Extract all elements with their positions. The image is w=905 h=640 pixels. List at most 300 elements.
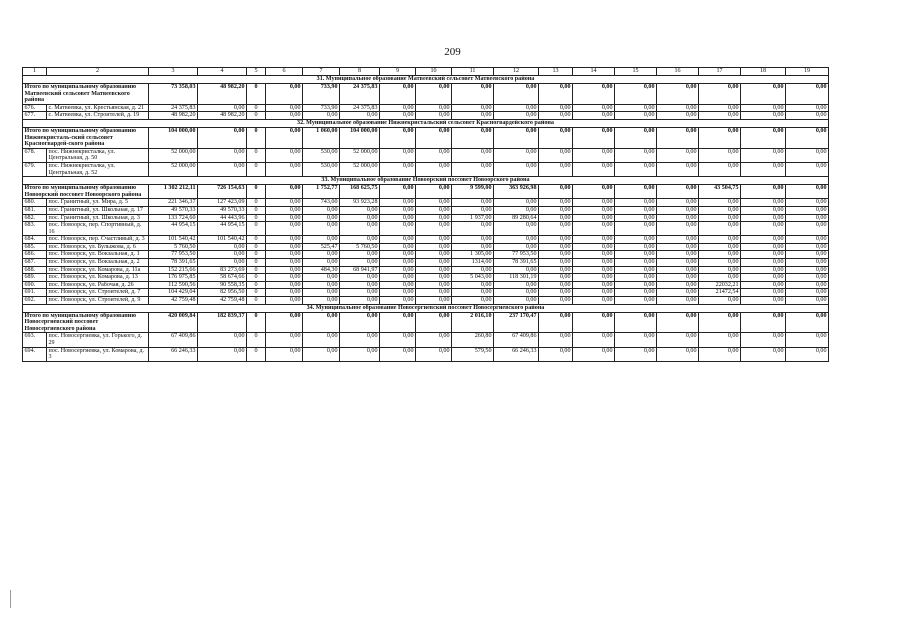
value-cell: 0,00 <box>340 222 380 236</box>
total-cell: 0,00 <box>615 84 657 105</box>
value-cell: 0,00 <box>380 251 416 259</box>
row-number: 680. <box>23 199 47 207</box>
value-cell: 0,00 <box>615 347 657 361</box>
value-cell: 0,00 <box>615 266 657 274</box>
value-cell: 0,00 <box>699 148 741 162</box>
value-cell: 78 391,65 <box>494 259 539 267</box>
value-cell: 0,00 <box>266 251 303 259</box>
total-cell: 0,00 <box>699 84 741 105</box>
table-row <box>23 289 829 297</box>
value-cell: 0,00 <box>266 199 303 207</box>
total-cell: 0,00 <box>573 84 615 105</box>
value-cell: 0,00 <box>741 112 786 120</box>
value-cell: 0,00 <box>494 112 539 120</box>
value-cell: 66 246,33 <box>494 347 539 361</box>
value-cell: 42 759,48 <box>198 297 247 305</box>
value-cell: 0,00 <box>657 274 699 282</box>
value-cell: 44 954,15 <box>198 222 247 236</box>
total-cell: 2 016,10 <box>452 312 494 333</box>
value-cell: 0,00 <box>340 347 380 361</box>
row-number: 689. <box>23 274 47 282</box>
value-cell: 0,00 <box>380 281 416 289</box>
value-cell: 0,00 <box>303 206 340 214</box>
value-cell: 0,00 <box>741 281 786 289</box>
value-cell: 0,00 <box>573 243 615 251</box>
value-cell: 0,00 <box>615 259 657 267</box>
address-cell: пос. Новосергиевка, ул. Горького, д. 29 <box>47 333 149 347</box>
table-row <box>23 222 829 236</box>
section-total-row <box>23 127 829 148</box>
total-cell: 9 599,00 <box>452 185 494 199</box>
address-cell: пос. Нижнекристалка, ул. Центральная, д. 52 <box>47 162 149 176</box>
total-cell: 0,00 <box>573 312 615 333</box>
table-row <box>23 148 829 162</box>
value-cell: 0,00 <box>615 162 657 176</box>
value-cell: 0,00 <box>657 251 699 259</box>
value-cell: 0,00 <box>380 297 416 305</box>
value-cell: 0 <box>247 347 266 361</box>
total-cell: 1 752,77 <box>303 185 340 199</box>
value-cell: 0,00 <box>340 251 380 259</box>
table-row <box>23 104 829 112</box>
total-cell: 0,00 <box>494 84 539 105</box>
column-number: 14 <box>573 68 615 76</box>
row-number: 691. <box>23 289 47 297</box>
column-number: 1 <box>23 68 47 76</box>
value-cell: 0,00 <box>416 236 452 244</box>
value-cell: 0,00 <box>266 236 303 244</box>
value-cell: 42 759,48 <box>149 297 198 305</box>
total-cell: 0 <box>247 185 266 199</box>
value-cell: 0,00 <box>340 112 380 120</box>
value-cell: 0,00 <box>198 347 247 361</box>
value-cell: 49 570,33 <box>149 206 198 214</box>
value-cell: 49 570,33 <box>198 206 247 214</box>
value-cell: 0,00 <box>340 297 380 305</box>
total-cell: 0,00 <box>741 84 786 105</box>
table-row <box>23 112 829 120</box>
value-cell: 0,00 <box>494 289 539 297</box>
value-cell: 0,00 <box>198 333 247 347</box>
value-cell: 525,47 <box>303 243 340 251</box>
value-cell: 0,00 <box>303 281 340 289</box>
value-cell: 0,00 <box>266 347 303 361</box>
value-cell: 0,00 <box>539 259 573 267</box>
total-cell: 48 982,20 <box>198 84 247 105</box>
total-cell: 0,00 <box>573 127 615 148</box>
value-cell: 0,00 <box>657 259 699 267</box>
address-cell: пос. Новоорск, ул. Вокзальная, д. 1 <box>47 251 149 259</box>
value-cell: 112 590,56 <box>149 281 198 289</box>
value-cell: 52 000,00 <box>149 162 198 176</box>
total-cell: 0,00 <box>786 312 829 333</box>
value-cell: 0,00 <box>741 289 786 297</box>
total-cell: 168 625,75 <box>340 185 380 199</box>
value-cell: 0,00 <box>539 266 573 274</box>
total-cell: 0,00 <box>657 312 699 333</box>
address-cell: с. Матвеевка, ул. Крестьянская, д. 21 <box>47 104 149 112</box>
value-cell: 0,00 <box>539 199 573 207</box>
value-cell: 0,00 <box>786 104 829 112</box>
total-cell: 0,00 <box>266 84 303 105</box>
column-number: 8 <box>340 68 380 76</box>
total-cell: 0,00 <box>786 84 829 105</box>
total-cell: 0,00 <box>303 312 340 333</box>
section-title: 31. Муниципальное образование Матвеевский сельсовет Матвеевского района <box>23 76 829 84</box>
value-cell: 0,00 <box>452 297 494 305</box>
value-cell: 0,00 <box>615 222 657 236</box>
value-cell: 0,00 <box>615 104 657 112</box>
value-cell: 89 280,64 <box>494 214 539 222</box>
value-cell: 0,00 <box>741 347 786 361</box>
value-cell: 0,00 <box>303 214 340 222</box>
value-cell: 0,00 <box>303 259 340 267</box>
page-number: 209 <box>444 46 461 58</box>
value-cell: 0,00 <box>657 281 699 289</box>
value-cell: 5 760,50 <box>340 243 380 251</box>
row-number: 693. <box>23 333 47 347</box>
value-cell: 0,00 <box>699 162 741 176</box>
value-cell: 0,00 <box>494 297 539 305</box>
section-title-row <box>23 304 829 312</box>
value-cell: 0,00 <box>786 289 829 297</box>
value-cell: 0,00 <box>452 162 494 176</box>
address-cell: пос. Гранитный, ул. Школьная, д. 3 <box>47 214 149 222</box>
value-cell: 0,00 <box>452 266 494 274</box>
section-title-row <box>23 76 829 84</box>
register-table <box>22 67 829 362</box>
value-cell: 0,00 <box>494 199 539 207</box>
value-cell: 0,00 <box>573 333 615 347</box>
value-cell: 0,00 <box>380 333 416 347</box>
value-cell: 0,00 <box>380 266 416 274</box>
value-cell: 0,00 <box>416 243 452 251</box>
total-cell: 1 302 212,11 <box>149 185 198 199</box>
column-number: 7 <box>303 68 340 76</box>
value-cell: 0,00 <box>416 148 452 162</box>
value-cell: 0,00 <box>786 274 829 282</box>
row-number: 677. <box>23 112 47 120</box>
column-number: 9 <box>380 68 416 76</box>
value-cell: 0,00 <box>494 104 539 112</box>
value-cell: 1 937,00 <box>452 214 494 222</box>
value-cell: 0,00 <box>416 214 452 222</box>
value-cell: 0 <box>247 243 266 251</box>
value-cell: 0,00 <box>416 281 452 289</box>
value-cell: 0,00 <box>699 236 741 244</box>
row-number: 679. <box>23 162 47 176</box>
value-cell: 0 <box>247 162 266 176</box>
row-number: 682. <box>23 214 47 222</box>
value-cell: 0,00 <box>786 259 829 267</box>
value-cell: 0 <box>247 251 266 259</box>
value-cell: 0,00 <box>699 297 741 305</box>
table-body <box>23 68 829 362</box>
total-cell: 0,00 <box>573 185 615 199</box>
address-cell: пос. Новоорск, ул. Комарова, д. 13 <box>47 274 149 282</box>
value-cell: 0,00 <box>615 236 657 244</box>
total-label: Итого по муниципальному образованию Нижнекристаль-ский сельсовет Красногвардей-ского района <box>23 127 149 148</box>
value-cell: 0,00 <box>539 148 573 162</box>
value-cell: 0,00 <box>340 274 380 282</box>
value-cell: 0,00 <box>539 297 573 305</box>
value-cell: 0,00 <box>699 251 741 259</box>
value-cell: 0,00 <box>380 259 416 267</box>
value-cell: 0,00 <box>657 347 699 361</box>
value-cell: 0,00 <box>198 148 247 162</box>
value-cell: 0,00 <box>380 236 416 244</box>
value-cell: 83 273,69 <box>198 266 247 274</box>
value-cell: 77 953,50 <box>494 251 539 259</box>
value-cell: 0,00 <box>198 243 247 251</box>
address-cell: пос. Новоорск, ул. Вокзальная, д. 2 <box>47 259 149 267</box>
value-cell: 0,00 <box>303 347 340 361</box>
value-cell: 0,00 <box>786 281 829 289</box>
value-cell: 0,00 <box>657 112 699 120</box>
total-cell: 0,00 <box>340 312 380 333</box>
value-cell: 0,00 <box>380 214 416 222</box>
value-cell: 133 724,60 <box>149 214 198 222</box>
value-cell: 0,00 <box>615 148 657 162</box>
total-cell: 733,90 <box>303 84 340 105</box>
address-cell: пос. Новоорск, пер. Спортивный, д. 16 <box>47 222 149 236</box>
value-cell: 733,90 <box>303 104 340 112</box>
value-cell: 0,00 <box>657 206 699 214</box>
value-cell: 0,00 <box>657 266 699 274</box>
value-cell: 0,00 <box>786 206 829 214</box>
total-cell: 237 170,47 <box>494 312 539 333</box>
value-cell: 0,00 <box>494 281 539 289</box>
value-cell: 0,00 <box>657 199 699 207</box>
column-number: 16 <box>657 68 699 76</box>
value-cell: 0,00 <box>657 222 699 236</box>
value-cell: 127 423,09 <box>198 199 247 207</box>
value-cell: 0,00 <box>786 214 829 222</box>
total-cell: 0 <box>247 84 266 105</box>
value-cell: 0,00 <box>615 112 657 120</box>
value-cell: 0,00 <box>539 333 573 347</box>
total-cell: 0,00 <box>380 312 416 333</box>
value-cell: 48 982,20 <box>149 112 198 120</box>
value-cell: 0,00 <box>380 199 416 207</box>
value-cell: 176 975,85 <box>149 274 198 282</box>
value-cell: 77 953,50 <box>149 251 198 259</box>
value-cell: 0,00 <box>452 206 494 214</box>
value-cell: 0,00 <box>741 236 786 244</box>
value-cell: 1 305,00 <box>452 251 494 259</box>
value-cell: 0,00 <box>741 259 786 267</box>
table-row <box>23 251 829 259</box>
value-cell: 0,00 <box>494 266 539 274</box>
total-cell: 0,00 <box>741 312 786 333</box>
value-cell: 0,00 <box>416 333 452 347</box>
value-cell: 0,00 <box>741 333 786 347</box>
value-cell: 0,00 <box>380 162 416 176</box>
value-cell: 104 429,04 <box>149 289 198 297</box>
value-cell: 0,00 <box>303 333 340 347</box>
value-cell: 0 <box>247 214 266 222</box>
address-cell: с. Матвеевка, ул. Строителей, д. 19 <box>47 112 149 120</box>
value-cell: 0,00 <box>741 297 786 305</box>
total-cell: 0,00 <box>615 185 657 199</box>
row-number: 684. <box>23 236 47 244</box>
value-cell: 0,00 <box>340 289 380 297</box>
value-cell: 0,00 <box>573 199 615 207</box>
value-cell: 260,80 <box>452 333 494 347</box>
row-number: 681. <box>23 206 47 214</box>
value-cell: 0,00 <box>573 162 615 176</box>
value-cell: 0,00 <box>340 333 380 347</box>
address-cell: пос. Новоорск, пер. Счастливый, д. 3 <box>47 236 149 244</box>
value-cell: 0,00 <box>699 333 741 347</box>
value-cell: 0,00 <box>380 112 416 120</box>
value-cell: 48 982,20 <box>198 112 247 120</box>
total-cell: 1 060,00 <box>303 127 340 148</box>
value-cell: 0,00 <box>539 347 573 361</box>
total-cell: 43 504,75 <box>699 185 741 199</box>
value-cell: 0,00 <box>303 289 340 297</box>
column-number: 10 <box>416 68 452 76</box>
value-cell: 0 <box>247 148 266 162</box>
value-cell: 0,00 <box>786 243 829 251</box>
table-row <box>23 281 829 289</box>
value-cell: 0,00 <box>786 347 829 361</box>
value-cell: 0,00 <box>699 243 741 251</box>
section-total-row <box>23 312 829 333</box>
value-cell: 0,00 <box>416 251 452 259</box>
value-cell: 0,00 <box>615 214 657 222</box>
row-number: 688. <box>23 266 47 274</box>
value-cell: 0,00 <box>416 274 452 282</box>
value-cell: 0,00 <box>266 243 303 251</box>
value-cell: 0,00 <box>416 199 452 207</box>
value-cell: 5 760,50 <box>149 243 198 251</box>
address-cell: пос. Гранитный, ул. Мира, д. 5 <box>47 199 149 207</box>
value-cell: 0,00 <box>573 266 615 274</box>
total-cell: 0,00 <box>416 185 452 199</box>
address-cell: пос. Нижнекристалка, ул. Центральная, д. 50 <box>47 148 149 162</box>
value-cell: 0,00 <box>786 236 829 244</box>
value-cell: 0,00 <box>741 243 786 251</box>
value-cell: 0,00 <box>340 259 380 267</box>
value-cell: 0,00 <box>452 199 494 207</box>
section-title: 32. Муниципальное образование Нижнекристальский сельсовет Красногвардейского района <box>23 119 829 127</box>
value-cell: 0,00 <box>657 333 699 347</box>
value-cell: 0,00 <box>786 297 829 305</box>
section-total-row <box>23 185 829 199</box>
column-number: 11 <box>452 68 494 76</box>
value-cell: 0,00 <box>615 251 657 259</box>
value-cell: 68 941,97 <box>340 266 380 274</box>
value-cell: 24 375,83 <box>340 104 380 112</box>
value-cell: 0,00 <box>741 251 786 259</box>
value-cell: 0,00 <box>416 266 452 274</box>
value-cell: 0,00 <box>452 222 494 236</box>
value-cell: 0,00 <box>573 259 615 267</box>
value-cell: 0 <box>247 199 266 207</box>
value-cell: 0,00 <box>266 297 303 305</box>
value-cell: 0,00 <box>452 112 494 120</box>
value-cell: 0,00 <box>573 222 615 236</box>
column-number: 13 <box>539 68 573 76</box>
row-number: 683. <box>23 222 47 236</box>
value-cell: 0,00 <box>699 222 741 236</box>
total-cell: 363 926,98 <box>494 185 539 199</box>
value-cell: 78 391,65 <box>149 259 198 267</box>
value-cell: 0,00 <box>416 112 452 120</box>
value-cell: 58 674,66 <box>198 274 247 282</box>
total-cell: 0,00 <box>416 127 452 148</box>
total-cell: 0,00 <box>416 84 452 105</box>
value-cell: 0,00 <box>573 236 615 244</box>
total-cell: 0,00 <box>266 127 303 148</box>
value-cell: 0,00 <box>266 112 303 120</box>
value-cell: 579,50 <box>452 347 494 361</box>
value-cell: 0,00 <box>452 281 494 289</box>
value-cell: 0,00 <box>699 259 741 267</box>
value-cell: 0,00 <box>657 148 699 162</box>
table-row <box>23 347 829 361</box>
row-number: 686. <box>23 251 47 259</box>
value-cell: 0,00 <box>198 259 247 267</box>
value-cell: 1314,00 <box>452 259 494 267</box>
value-cell: 0,00 <box>573 289 615 297</box>
value-cell: 0,00 <box>741 206 786 214</box>
value-cell: 0,00 <box>786 333 829 347</box>
value-cell: 0,00 <box>452 289 494 297</box>
value-cell: 0,00 <box>494 206 539 214</box>
address-cell: пос. Новоорск, ул. Рабочая, д. 26 <box>47 281 149 289</box>
total-cell: 0,00 <box>657 185 699 199</box>
value-cell: 0,00 <box>266 281 303 289</box>
total-cell: 726 154,63 <box>198 185 247 199</box>
column-number-row <box>23 68 829 76</box>
value-cell: 0,00 <box>657 214 699 222</box>
value-cell: 0,00 <box>303 112 340 120</box>
total-cell: 0,00 <box>198 127 247 148</box>
value-cell: 52 000,00 <box>149 148 198 162</box>
value-cell: 0,00 <box>741 274 786 282</box>
total-cell: 0,00 <box>615 312 657 333</box>
column-number: 6 <box>266 68 303 76</box>
value-cell: 0,00 <box>539 274 573 282</box>
value-cell: 118 301,19 <box>494 274 539 282</box>
value-cell: 0,00 <box>573 297 615 305</box>
value-cell: 21472,54 <box>699 289 741 297</box>
value-cell: 24 375,83 <box>149 104 198 112</box>
total-cell: 24 375,83 <box>340 84 380 105</box>
total-cell: 0,00 <box>452 127 494 148</box>
value-cell: 0,00 <box>786 222 829 236</box>
value-cell: 90 558,35 <box>198 281 247 289</box>
value-cell: 0,00 <box>699 104 741 112</box>
section-title-row <box>23 177 829 185</box>
value-cell: 0,00 <box>741 104 786 112</box>
value-cell: 0 <box>247 236 266 244</box>
row-number: 678. <box>23 148 47 162</box>
value-cell: 93 923,28 <box>340 199 380 207</box>
total-cell: 0,00 <box>539 312 573 333</box>
total-cell: 0,00 <box>699 312 741 333</box>
total-cell: 0,00 <box>539 127 573 148</box>
column-number: 4 <box>198 68 247 76</box>
value-cell: 0 <box>247 333 266 347</box>
value-cell: 44 443,96 <box>198 214 247 222</box>
value-cell: 0,00 <box>699 206 741 214</box>
value-cell: 0,00 <box>741 199 786 207</box>
total-cell: 73 358,03 <box>149 84 198 105</box>
value-cell: 0 <box>247 104 266 112</box>
